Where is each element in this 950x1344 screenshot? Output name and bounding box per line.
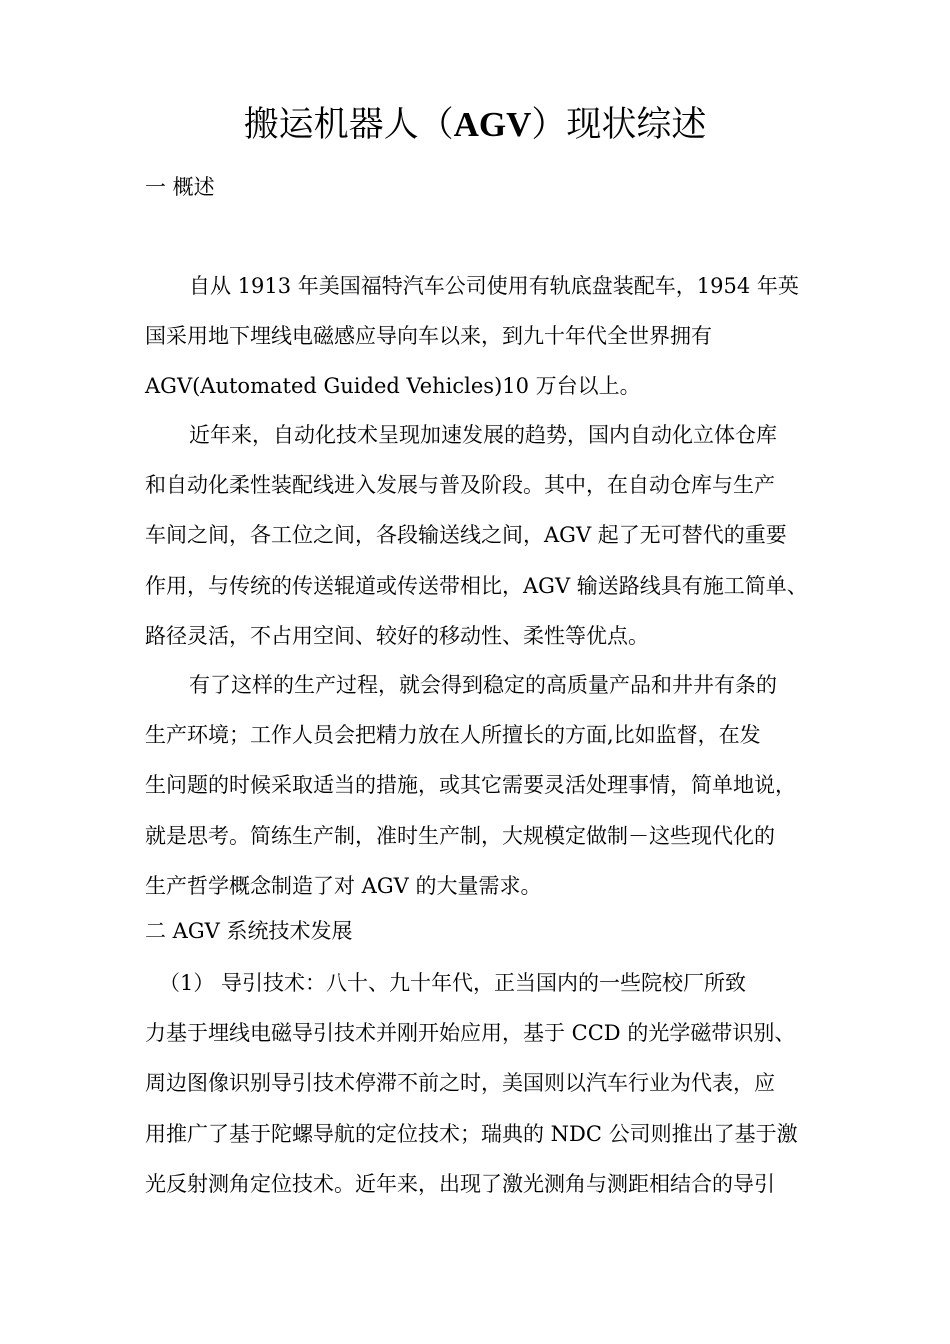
paragraph-recent-trends	[145, 410, 810, 661]
paragraph-line: 自从 1913 年美国福特汽车公司使用有轨底盘装配车，1954 年英	[189, 274, 799, 298]
section-heading-overview: 一 概述	[145, 175, 215, 199]
paragraph-line: AGV(Automated Guided Vehicles)10 万台以上。	[145, 374, 641, 399]
paragraph-line: 生产环境；工作人员会把精力放在人所擅长的方面,比如监督，在发	[145, 723, 761, 748]
paragraph-line: 车间之间，各工位之间，各段输送线之间，AGV 起了无可替代的重要	[145, 523, 787, 548]
paragraph-line: 生问题的时候采取适当的措施，或其它需要灵活处理事情，简单地说，	[145, 773, 796, 798]
document-title	[0, 98, 950, 152]
paragraph-line: 作用，与传统的传送辊道或传送带相比，AGV 输送路线具有施工简单、	[145, 573, 808, 598]
paragraph-line: 路径灵活，不占用空间、较好的移动性、柔性等优点。	[145, 623, 649, 648]
paragraph-line: 光反射测角定位技术。近年来，出现了激光测角与测距相结合的导引	[145, 1171, 775, 1196]
title-suffix: ）现状综述	[531, 105, 707, 145]
paragraph-line: 就是思考。简练生产制，准时生产制，大规模定做制－这些现代化的	[145, 823, 775, 848]
paragraph-line: 国采用地下埋线电磁感应导向车以来，到九十年代全世界拥有	[145, 324, 712, 349]
paragraph-line: （1） 导引技术：八十、九十年代，正当国内的一些院校厂所致	[159, 971, 747, 995]
paragraph-line: 用推广了基于陀螺导航的定位技术；瑞典的 NDC 公司则推出了基于激	[145, 1121, 798, 1146]
title-prefix: 搬运机器人（	[243, 105, 454, 145]
paragraph-line: 周边图像识别导引技术停滞不前之时，美国则以汽车行业为代表，应	[145, 1071, 775, 1096]
paragraph-line: 有了这样的生产过程，就会得到稳定的高质量产品和井井有条的	[189, 673, 777, 697]
paragraph-guidance	[145, 958, 810, 1209]
section-heading-tech: 二 AGV 系统技术发展	[145, 919, 353, 943]
paragraph-line: 生产哲学概念制造了对 AGV 的大量需求。	[145, 873, 542, 898]
paragraph-history	[145, 261, 810, 412]
paragraph-line: 和自动化柔性装配线进入发展与普及阶段。其中，在自动仓库与生产	[145, 473, 775, 498]
paragraph-line: 力基于埋线电磁导引技术并刚开始应用，基于 CCD 的光学磁带识别、	[145, 1021, 796, 1046]
paragraph-line: 近年来，自动化技术呈现加速发展的趋势，国内自动化立体仓库	[189, 423, 777, 447]
paragraph-production	[145, 660, 810, 911]
title-bold-acronym: AGV	[453, 105, 532, 144]
